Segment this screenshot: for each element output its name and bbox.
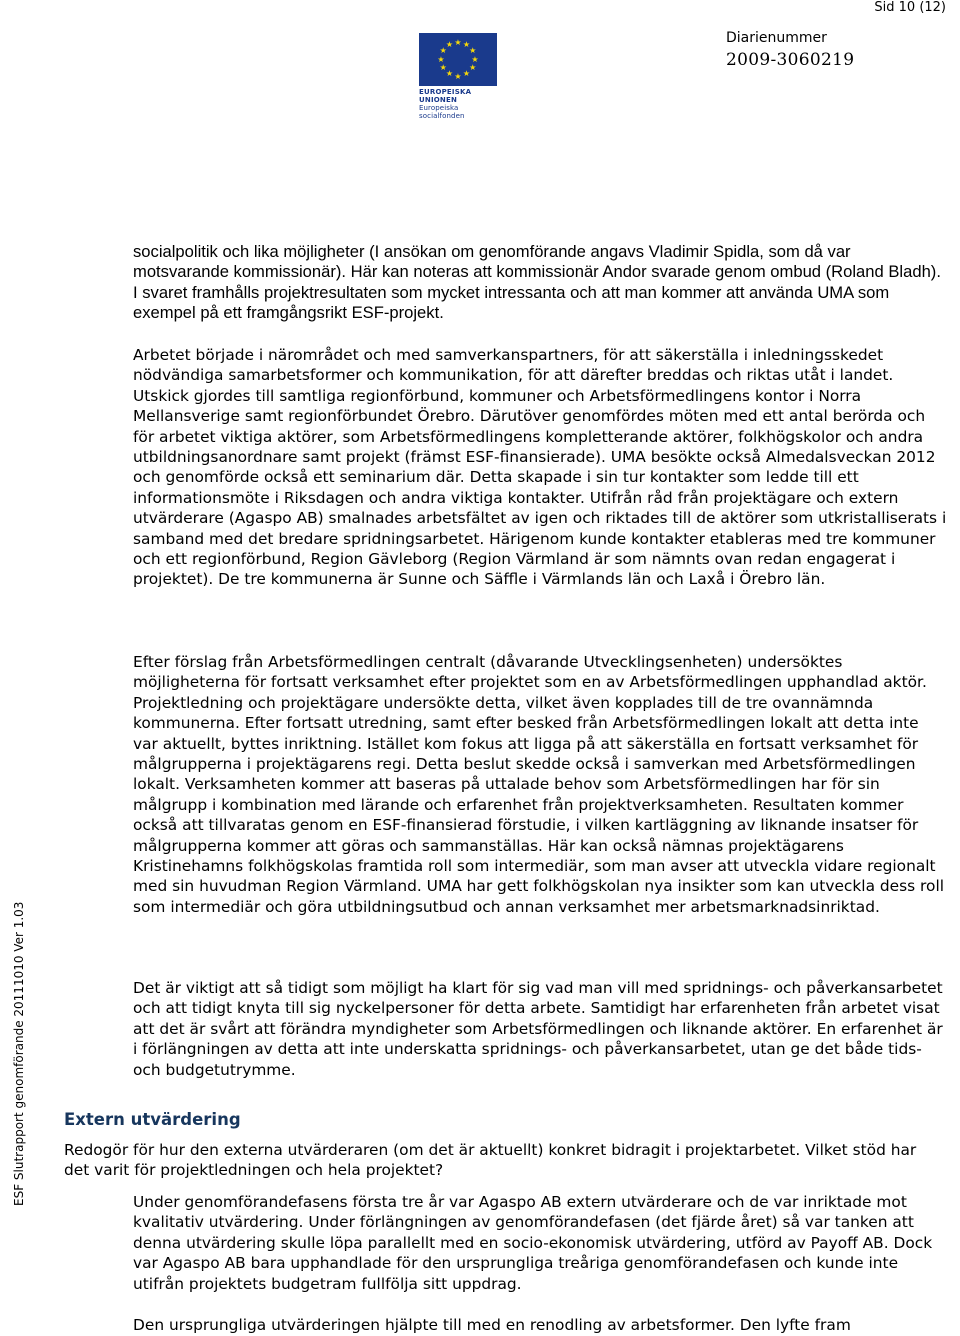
section-heading: Extern utvärdering — [64, 1110, 241, 1129]
logo-text-union: EUROPEISKA UNIONEN — [419, 88, 472, 104]
eu-star-icon: ★ — [445, 39, 454, 49]
paragraph-5: Under genomförandefasens första tre år var Agaspo AB extern utvärderare och de var inriktade mot kvalitativ utvärdering. Under förlängningen av genomförandefasen (det fjärde året) så var tanken att denna utvärdering skulle löpa parallellt med en socio-ekonomisk utvärdering, utförd av Payoff AB. Dock var Agaspo AB bara upphandlade för den ursprungliga treåriga genomförandefasen och kunde inte utifrån projektets budgetram fullfölja sitt uppdrag. — [133, 1193, 933, 1293]
eu-star-icon: ★ — [469, 46, 477, 55]
side-footer-text: ESF Slutrapport genomförande 20111010 Ver 1.03 — [12, 901, 26, 1206]
eu-star-icon: ★ — [462, 39, 471, 49]
paragraph-2: Arbetet började i närområdet och med samverkanspartners, för att säkerställa i inledningsskedet nödvändiga samarbetsformer och kommunikation, för att därefter breddas och riktas utåt i landet. Utskick gjordes till samtliga regionförbund, kommuner och Arbetsförmedlingens kontor i Norra Mellansverige samt regionförbundet Örebro. Därutöver genomfördes möten med ett antal berörda och för arbetet viktiga aktörer, som Arbetsförmedlingens kompletterande aktörer, folkhögskolor och andra utbildningsanordnare samt projekt (främst ESF-finansierade). UMA besökte också Almedalsveckan 2012 och genomförde också ett seminarium där. Detta skapade i sin tur kontakter som ledde till ett informationsmöte i Riksdagen och andra viktiga kontakter. Utifrån råd från projektägare och extern utvärderare (Agaspo AB) smalnades arbetsfältet av igen och riktades till de aktörer som utkristalliserats i samband med det bredare spridningsarbetet. Härigenom kunde kontakter etableras med tre kommuner och ett regionförbund, Region Gävleborg (Region Värmland är som nämnts ovan redan engagerat i projektet). De tre kommunerna är Sunne och Säffle i Värmlands län och Laxå i Örebro län. — [133, 346, 947, 589]
logo-text-fund: Europeiska socialfonden — [419, 104, 465, 120]
eu-star-icon: ★ — [469, 63, 477, 72]
eu-star-icon: ★ — [454, 71, 462, 81]
registration-block — [726, 30, 854, 70]
registration-number: 2009-3060219 — [726, 50, 855, 70]
paragraph-4: Det är viktigt att så tidigt som möjligt ha klart för sig vad man vill med spridnings- och påverkansarbetet och att tidigt knyta till sig nyckelpersoner för detta arbete. Samtidigt har erfarenheten från arbetet visat att det är svårt att förändra myndigheter som Arbetsförmedlingen och liknande aktörer. En erfarenhet är i förlängningen av detta att inte underskatta spridnings- och påverkansarbetet, utan ge det både tids- och budgetutrymme. — [133, 979, 943, 1079]
registration-label: Diarienummer — [726, 30, 827, 46]
paragraph-1: socialpolitik och lika möjligheter (I ansökan om genomförande angavs Vladimir Spidla, som då var motsvarande kommissionär). Här kan noteras att kommissionär Andor svarade genom ombud (Roland Bladh). I svaret framhålls projektresultaten som mycket intressanta och att man kommer att använda UMA som exempel på ett framgångsrikt ESF-projekt. — [133, 242, 941, 323]
eu-star-icon: ★ — [462, 69, 471, 79]
eu-star-icon: ★ — [471, 54, 479, 64]
eu-star-icon: ★ — [445, 69, 454, 79]
eu-star-icon: ★ — [439, 63, 447, 72]
eu-star-icon: ★ — [439, 46, 447, 55]
section-question: Redogör för hur den externa utvärderaren (om det är aktuellt) konkret bidragit i projektarbetet. Vilket stöd har det varit för projektledningen och hela projektet? — [64, 1141, 917, 1180]
paragraph-6: Den ursprungliga utvärderingen hjälpte till med en renodling av arbetsformer. Den lyfte fram — [133, 1316, 851, 1334]
eu-flag-icon — [419, 33, 497, 86]
eu-logo — [419, 33, 497, 120]
eu-star-icon: ★ — [454, 37, 462, 47]
eu-star-icon: ★ — [437, 54, 445, 64]
paragraph-3: Efter förslag från Arbetsförmedlingen centralt (dåvarande Utvecklingsenheten) undersöktes möjligheterna för fortsatt verksamhet efter projektet som en av Arbetsförmedlingen upphandlad aktör. Projektledning och projektägare undersökte detta, vilket även kopplades till de tre ovannämnda kommunerna. Efter fortsatt utredning, samt efter besked från Arbetsförmedlingen lokalt att detta inte var aktuellt, byttes inriktning. Istället kom fokus att ligga på att säkerställa en fortsatt verksamhet för målgrupperna i projektägarens regi. Detta beslut skedde också i samverkan med Arbetsförmedlingen lokalt. Verksamheten kommer att baseras på uttalade behov som Arbetsförmedlingen har för sin målgrupp i kombination med lärande och erfarenhet från projektverksamheten. Resultaten kommer också att tillvaratas genom en ESF-finansierad förstudie, i vilken kartläggning av liknande insatser för målgrupperna kommer att göras och sammanställas. Här kan också nämnas projektägarens Kristinehamns folkhögskolas framtida roll som intermediär, som man avser att utveckla vidare regionalt med sin huvudman Region Värmland. UMA har gett folkhögskolan nya insikter som kan utveckla dess roll som intermediär och göra utbildningsutbud och annan verksamhet mer arbetsmarknadsinriktad. — [133, 653, 945, 916]
page-number: Sid 10 (12) — [874, 0, 946, 15]
